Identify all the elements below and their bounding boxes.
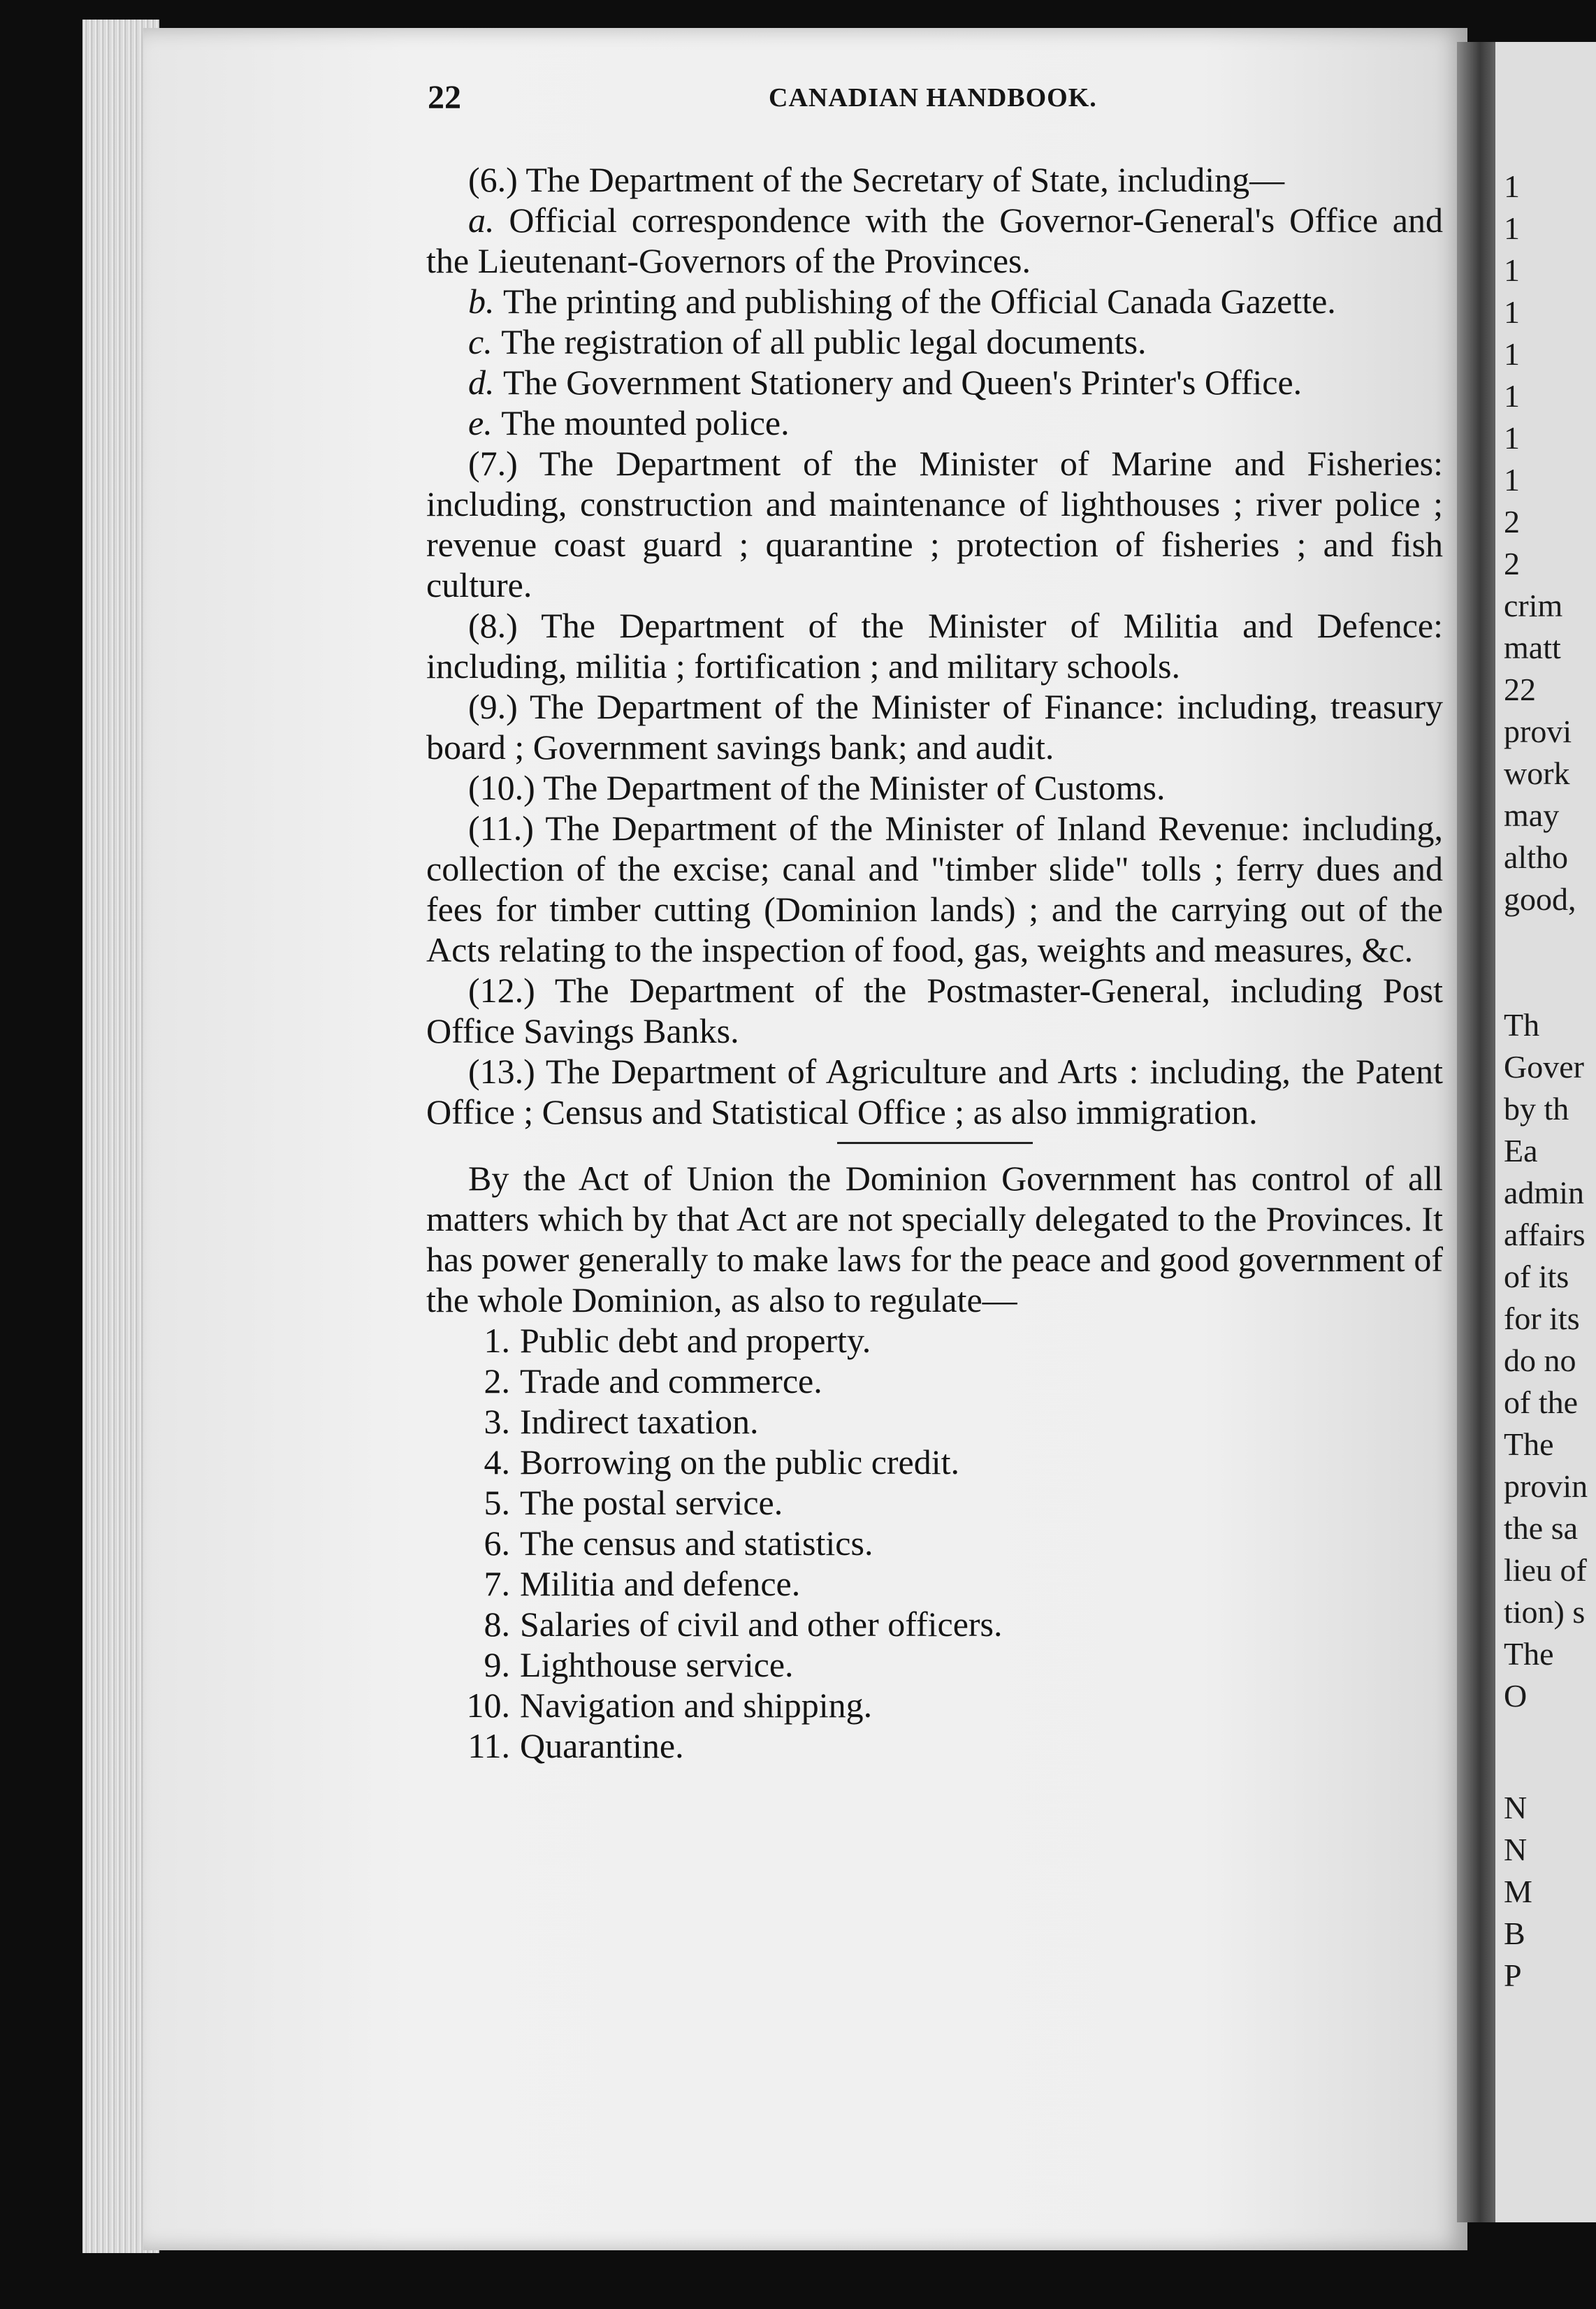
facing-page-text: affairs	[1504, 1217, 1586, 1252]
list-item	[426, 1442, 1443, 1482]
list-item-text: Quarantine.	[520, 1726, 684, 1765]
list-item-text: Navigation and shipping.	[520, 1686, 873, 1725]
department-subitem	[426, 281, 1443, 321]
list-item-number: 4.	[484, 1442, 510, 1482]
list-item-text: The census and statistics.	[520, 1523, 873, 1563]
list-item	[426, 1725, 1443, 1766]
facing-page-text: 1	[1504, 378, 1520, 414]
facing-page-text: B	[1504, 1916, 1525, 1951]
list-item-number: 7.	[484, 1564, 510, 1603]
subitem-text: The printing and publishing of the Official Canada Gazette.	[503, 282, 1336, 321]
facing-page-text: may	[1504, 797, 1560, 833]
subitem-text: Official correspondence with the Governor-General's Office and the Lieutenant-Governors of the Provinces.	[426, 201, 1443, 280]
list-item-text: Salaries of civil and other officers.	[520, 1605, 1003, 1644]
union-paragraph: By the Act of Union the Dominion Government has control of all matters which by that Act are not specially delegated to the Provinces. It has power generally to make laws for the peace and good government of the whole Dominion, as also to regulate—	[426, 1159, 1443, 1319]
facing-page-text: 1	[1504, 462, 1520, 498]
facing-page-text: provin	[1504, 1468, 1588, 1504]
facing-page-fragment	[1495, 42, 1596, 2222]
subitem-text: The registration of all public legal documents.	[501, 322, 1147, 361]
department-list	[426, 159, 1443, 1132]
facing-page-text: 1	[1504, 210, 1520, 246]
facing-page-text: P	[1504, 1957, 1522, 1993]
list-item-number: 3.	[484, 1402, 510, 1441]
facing-page-text: for its	[1504, 1301, 1580, 1336]
list-item	[426, 1320, 1443, 1361]
subitem-text: The mounted police.	[501, 403, 790, 442]
list-item	[426, 1604, 1443, 1644]
department-paragraph: (7.) The Department of the Minister of Marine and Fisheries: including, construction and maintenance of lighthouses ; river police ; revenue coast guard ; quarantine ; protection of fisheries ; and fish culture.	[426, 444, 1443, 605]
subitem-letter: b.	[468, 282, 503, 321]
subitem-letter: e.	[468, 403, 502, 442]
list-item	[426, 1644, 1443, 1685]
facing-page-text: admin	[1504, 1175, 1584, 1210]
department-paragraph: (10.) The Department of the Minister of Customs.	[468, 768, 1166, 807]
list-item-number: 9.	[484, 1645, 510, 1684]
list-item-number: 2.	[484, 1361, 510, 1400]
list-item-text: Public debt and property.	[520, 1321, 871, 1360]
list-item-text: Lighthouse service.	[520, 1645, 794, 1684]
regulated-matters-list	[426, 1320, 1443, 1766]
page-number: 22	[428, 79, 461, 116]
facing-page-text: N	[1504, 1790, 1528, 1825]
facing-page-text: O	[1504, 1678, 1528, 1714]
facing-page-text: Gover	[1504, 1049, 1584, 1085]
list-item	[426, 1523, 1443, 1563]
facing-page-text: 2	[1504, 546, 1520, 581]
facing-page-text: good,	[1504, 881, 1576, 917]
list-item-text: Trade and commerce.	[520, 1361, 822, 1400]
facing-page-text: work	[1504, 755, 1570, 791]
page-body	[426, 159, 1443, 1766]
facing-page-text: Th	[1504, 1007, 1540, 1043]
facing-page-text: 22	[1504, 672, 1536, 707]
list-item	[426, 1482, 1443, 1523]
department-paragraph: (11.) The Department of the Minister of Inland Revenue: including, collection of the excise; canal and "timber slide" tolls ; ferry dues and fees for timber cutting (Dominion lands) ; and the carrying out of the Acts relating to the inspection of food, gas, weights and measures, &c.	[426, 809, 1443, 969]
facing-page-text: 1	[1504, 252, 1520, 288]
department-subitem	[426, 200, 1443, 281]
facing-page-text: 1	[1504, 336, 1520, 372]
facing-page-text: matt	[1504, 630, 1561, 665]
facing-page-text: crim	[1504, 588, 1563, 623]
facing-page-text: altho	[1504, 839, 1568, 875]
department-subitem	[426, 362, 1443, 403]
facing-page-text: M	[1504, 1874, 1532, 1909]
department-paragraph: (9.) The Department of the Minister of Finance: including, treasury board ; Government savings bank; and audit.	[426, 687, 1443, 767]
facing-page-text: do no	[1504, 1342, 1576, 1378]
list-item-text: Indirect taxation.	[520, 1402, 759, 1441]
list-item-number: 11.	[467, 1726, 510, 1765]
list-item-text: Borrowing on the public credit.	[520, 1442, 960, 1482]
subitem-letter: c.	[468, 322, 502, 361]
list-item	[426, 1361, 1443, 1401]
list-item-text: Militia and defence.	[520, 1564, 801, 1603]
facing-page-text: of the	[1504, 1384, 1579, 1420]
list-item-text: The postal service.	[520, 1483, 783, 1522]
list-item-number: 8.	[484, 1605, 510, 1644]
running-head: CANADIAN HANDBOOK.	[769, 83, 1097, 113]
facing-page-text: provi	[1504, 714, 1572, 749]
facing-page-text: 1	[1504, 168, 1520, 204]
facing-page-text: the sa	[1504, 1510, 1579, 1546]
facing-page-text: lieu of	[1504, 1552, 1587, 1588]
section-divider	[837, 1142, 1033, 1144]
facing-page-text: Ea	[1504, 1133, 1538, 1168]
department-paragraph: (6.) The Department of the Secretary of State, including—	[468, 160, 1285, 199]
facing-page-text: 1	[1504, 294, 1520, 330]
list-item	[426, 1401, 1443, 1442]
subitem-text: The Government Stationery and Queen's Printer's Office.	[503, 363, 1303, 402]
book-gutter	[1457, 42, 1499, 2222]
facing-page-text: tion) s	[1504, 1594, 1586, 1630]
list-item-number: 10.	[466, 1686, 510, 1725]
facing-page-text: of its	[1504, 1259, 1569, 1294]
facing-page-text: The	[1504, 1636, 1554, 1672]
subitem-letter: d.	[468, 363, 503, 402]
list-item	[426, 1563, 1443, 1604]
department-paragraph: (8.) The Department of the Minister of Militia and Defence: including, militia ; fortification ; and military schools.	[426, 606, 1443, 686]
list-item-number: 1.	[484, 1321, 510, 1360]
facing-page-text: 2	[1504, 504, 1520, 540]
list-item	[426, 1685, 1443, 1725]
list-item-number: 5.	[484, 1483, 510, 1522]
facing-page-text: N	[1504, 1832, 1528, 1867]
department-subitem	[426, 403, 1443, 443]
facing-page-text: by th	[1504, 1091, 1569, 1127]
facing-page-text: The	[1504, 1426, 1554, 1462]
department-subitem	[426, 321, 1443, 362]
subitem-letter: a.	[468, 201, 509, 240]
list-item-number: 6.	[484, 1523, 510, 1563]
department-paragraph: (13.) The Department of Agriculture and Arts : including, the Patent Office ; Census and Statistical Office ; as also immigration.	[426, 1052, 1443, 1131]
department-paragraph: (12.) The Department of the Postmaster-General, including Post Office Savings Banks.	[426, 971, 1443, 1050]
facing-page-text: 1	[1504, 420, 1520, 456]
